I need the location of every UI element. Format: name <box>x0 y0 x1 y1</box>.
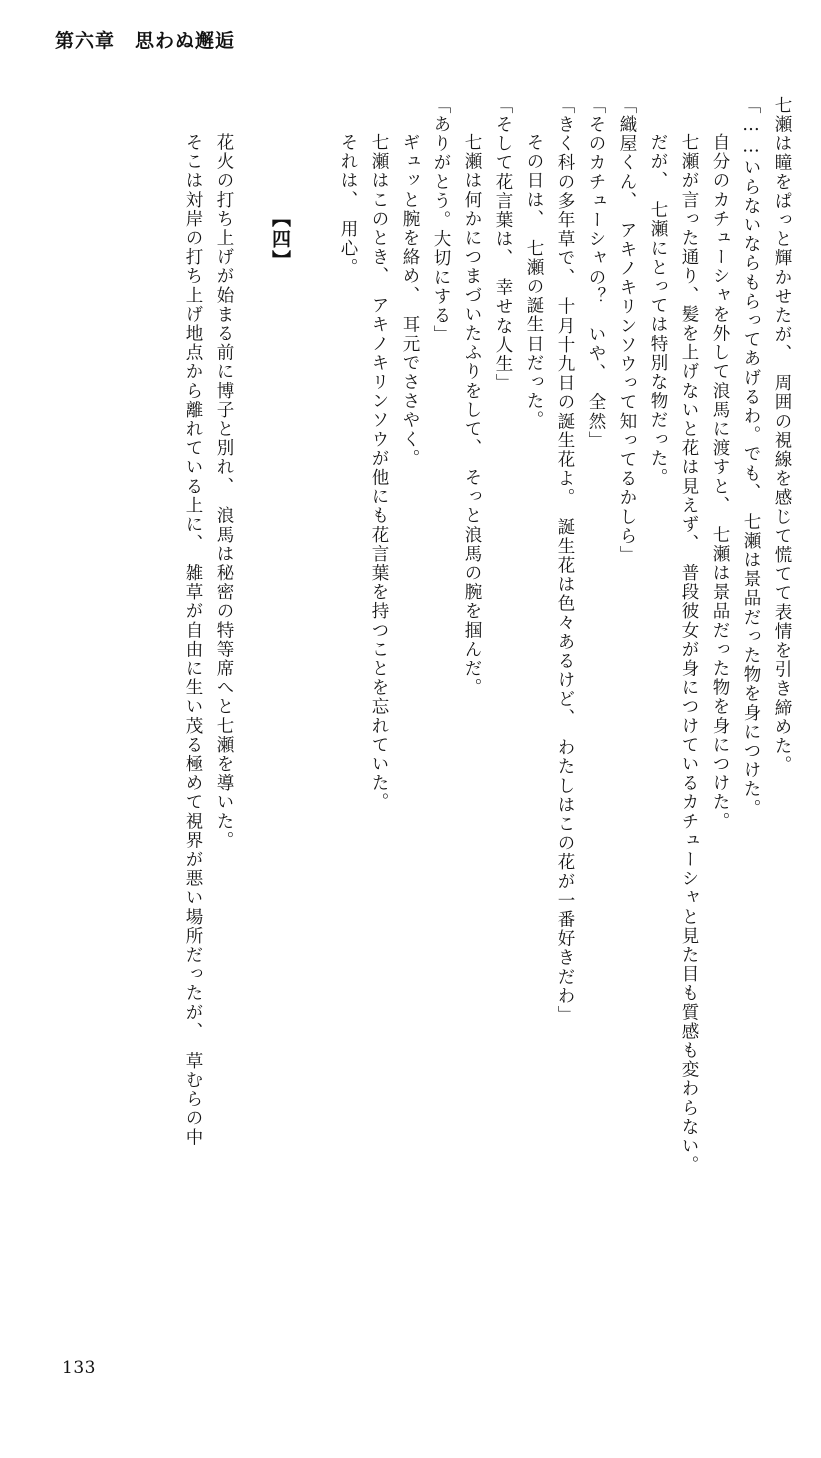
text-column: ギュッと腕を絡め、 耳元でささやく。 <box>400 114 420 469</box>
section-marker: 【四】 <box>269 208 291 271</box>
column-gap <box>232 96 263 1346</box>
text-column: そこは対岸の打ち上げ地点から離れている上に、 雑草が自由に生い茂る極めて視界が悪い場所だったが、 草むらの中 <box>183 114 203 1147</box>
text-column: 花火の打ち上げが始まる前に博子と別れ、 浪馬は秘密の特等席へと七瀬を導いた。 <box>214 114 234 851</box>
text-column: それは、 用心。 <box>338 114 358 278</box>
text-column: 「そして花言葉は、 幸せな人生」 <box>493 96 513 393</box>
text-column: その日は、 七瀬の誕生日だった。 <box>524 114 544 430</box>
text-column: 七瀬は何かにつまづいたふりをして、 そっと浪馬の腕を掴んだ。 <box>462 114 482 698</box>
chapter-header: 第六章 思わぬ邂逅 <box>55 30 236 52</box>
page-number: 133 <box>62 1358 96 1378</box>
text-column: 「ありがとう。大切にする」 <box>431 96 451 345</box>
vertical-text-body <box>30 96 790 1346</box>
text-column: 自分のカチューシャを外して浪馬に渡すと、 七瀬は景品だった物を身につけた。 <box>710 114 730 832</box>
text-column: 七瀬はこのとき、 アキノキリンソウが他にも花言葉を持つことを忘れていた。 <box>369 114 389 812</box>
text-column: 七瀬は瞳をぱっと輝かせたが、 周囲の視線を感じて慌てて表情を引き締めた。 <box>772 96 792 775</box>
text-column: 「そのカチューシャの？ いや、 全然」 <box>586 96 606 451</box>
text-column: 「……いらないならもらってあげるわ。でも、 七瀬は景品だった物を身につけた。 <box>741 96 761 819</box>
text-column: 「きく科の多年草で、 十月十九日の誕生花よ。 誕生花は色々あるけど、 わたしはこの花が一番好きだわ」 <box>555 96 575 1025</box>
text-column: 「織屋くん、 アキノキリンソウって知ってるかしら」 <box>617 96 637 565</box>
text-column: 七瀬が言った通り、髪を上げないと花は見えず、 普段彼女が身につけているカチューシャと見た目も質感も変わらない。 <box>679 114 699 1175</box>
text-column: だが、 七瀬にとっては特別な物だった。 <box>648 114 668 488</box>
column-gap <box>294 96 325 1346</box>
